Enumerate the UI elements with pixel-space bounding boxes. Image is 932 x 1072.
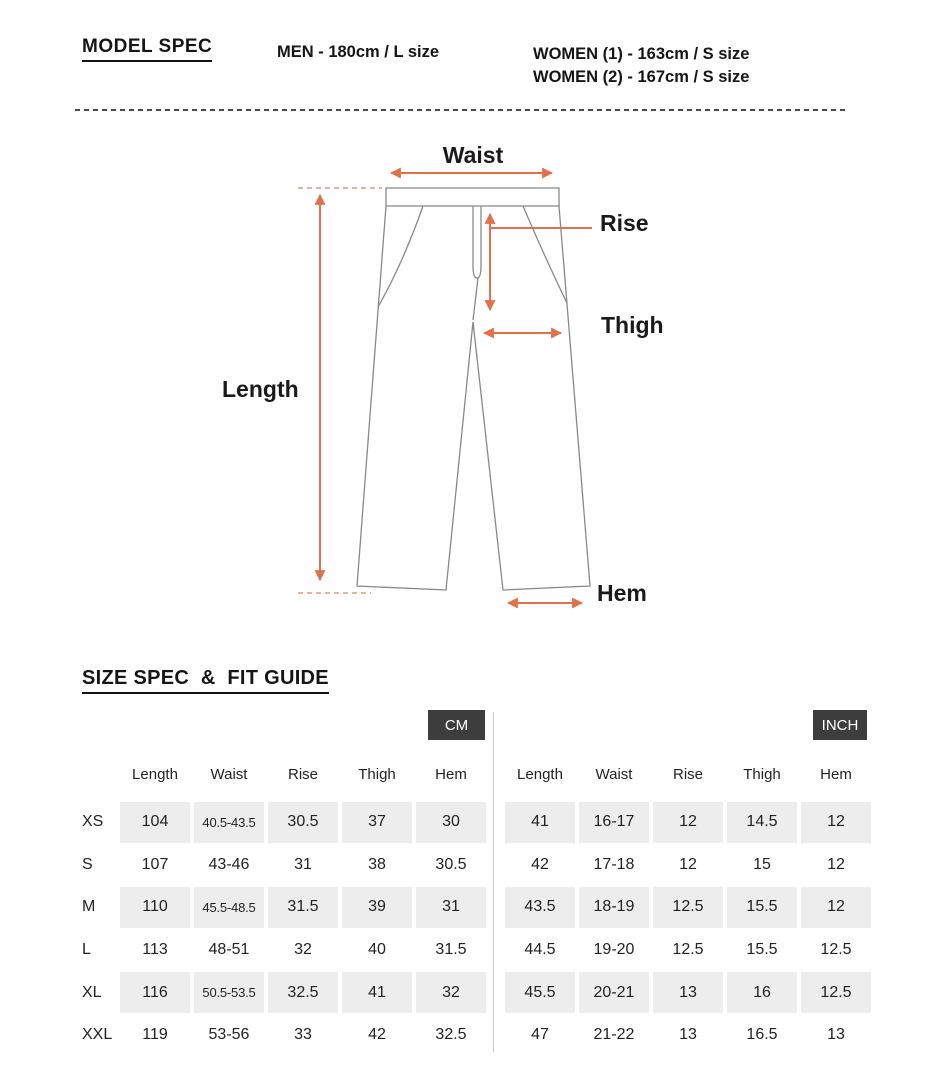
cm-cell: 48-51 [194, 929, 264, 972]
size-label: XS [82, 813, 104, 831]
inch-cell: 12.5 [653, 886, 723, 929]
thigh-label: Thigh [601, 312, 664, 338]
inch-cell: 13 [801, 1014, 871, 1057]
cm-cell: 32 [416, 971, 486, 1014]
model-spec-men: MEN - 180cm / L size [277, 43, 440, 61]
inch-cell: 12.5 [653, 929, 723, 972]
cm-cell: 40.5-43.5 [194, 801, 264, 844]
fly-seam [473, 206, 481, 278]
inch-cell: 12 [801, 886, 871, 929]
inch-cell: 17-18 [579, 844, 649, 887]
inch-cell: 45.5 [505, 971, 575, 1014]
cm-cell: 32 [268, 929, 338, 972]
cm-cell: 116 [120, 971, 190, 1014]
inch-cell: 12.5 [801, 971, 871, 1014]
cm-cell: 33 [268, 1014, 338, 1057]
cm-column-header: Rise [287, 765, 318, 783]
right-leg [473, 206, 590, 590]
cm-column-header: Thigh [358, 765, 396, 783]
inch-cell: 47 [505, 1014, 575, 1057]
size-label: XXL [82, 1026, 113, 1044]
inch-cell: 41 [505, 801, 575, 844]
inch-cell: 12.5 [801, 929, 871, 972]
cm-cell: 31.5 [268, 886, 338, 929]
cm-cell: 53-56 [194, 1014, 264, 1057]
inch-size-table [505, 755, 871, 1057]
cm-cell: 104 [120, 801, 190, 844]
length-label: Length [222, 376, 299, 402]
table-divider [493, 712, 494, 1052]
inch-column-header: Thigh [743, 765, 781, 783]
cm-cell: 41 [342, 971, 412, 1014]
inch-cell: 12 [653, 844, 723, 887]
cm-cell: 30.5 [268, 801, 338, 844]
cm-cell: 40 [342, 929, 412, 972]
cm-cell: 32.5 [268, 971, 338, 1014]
dashed-divider [75, 109, 848, 111]
inch-cell: 15.5 [727, 886, 797, 929]
left-pocket-seam [378, 206, 423, 307]
cm-cell: 31.5 [416, 929, 486, 972]
cm-unit-badge: CM [428, 710, 485, 740]
left-leg [357, 206, 473, 590]
model-spec-title: MODEL SPEC [82, 36, 212, 62]
right-pocket-seam [523, 206, 567, 303]
cm-cell: 43-46 [194, 844, 264, 887]
cm-cell: 39 [342, 886, 412, 929]
inch-cell: 42 [505, 844, 575, 887]
cm-cell: 50.5-53.5 [194, 971, 264, 1014]
inch-column-header: Hem [820, 765, 852, 783]
cm-cell: 38 [342, 844, 412, 887]
inch-cell: 20-21 [579, 971, 649, 1014]
rise-label: Rise [600, 210, 649, 236]
cm-cell: 30.5 [416, 844, 486, 887]
inch-cell: 12 [801, 801, 871, 844]
cm-cell: 37 [342, 801, 412, 844]
cm-column-header: Waist [210, 765, 248, 783]
cm-cell: 110 [120, 886, 190, 929]
cm-column-header: Hem [435, 765, 467, 783]
inch-cell: 19-20 [579, 929, 649, 972]
inch-cell: 12 [801, 844, 871, 887]
inch-unit-badge: INCH [813, 710, 867, 740]
waistband [386, 188, 559, 206]
inch-cell: 21-22 [579, 1014, 649, 1057]
cm-corner [80, 755, 116, 801]
cm-column-header: Length [132, 765, 178, 783]
inch-cell: 13 [653, 1014, 723, 1057]
inch-cell: 14.5 [727, 801, 797, 844]
inch-cell: 44.5 [505, 929, 575, 972]
cm-cell: 32.5 [416, 1014, 486, 1057]
inch-cell: 16.5 [727, 1014, 797, 1057]
model-spec-women-2: WOMEN (2) - 167cm / S size [533, 68, 750, 86]
inch-cell: 15 [727, 844, 797, 887]
model-spec-women [533, 43, 749, 89]
cm-size-table [80, 755, 486, 1057]
inch-cell: 13 [653, 971, 723, 1014]
cm-cell: 119 [120, 1014, 190, 1057]
inch-cell: 16-17 [579, 801, 649, 844]
cm-cell: 107 [120, 844, 190, 887]
size-spec-title: SIZE SPEC & FIT GUIDE [82, 667, 329, 694]
cm-cell: 31 [416, 886, 486, 929]
inch-cell: 12 [653, 801, 723, 844]
cm-cell: 31 [268, 844, 338, 887]
inch-column-header: Rise [672, 765, 703, 783]
waist-label: Waist [442, 142, 504, 168]
inch-cell: 15.5 [727, 929, 797, 972]
inch-column-header: Waist [595, 765, 633, 783]
cm-cell: 42 [342, 1014, 412, 1057]
size-label: M [82, 898, 96, 916]
inch-column-header: Length [517, 765, 563, 783]
inch-cell: 43.5 [505, 886, 575, 929]
crotch-seam [473, 278, 478, 320]
cm-cell: 30 [416, 801, 486, 844]
hem-label: Hem [597, 580, 647, 606]
inch-cell: 16 [727, 971, 797, 1014]
inch-cell: 18-19 [579, 886, 649, 929]
cm-cell: 45.5-48.5 [194, 886, 264, 929]
model-spec-women-1: WOMEN (1) - 163cm / S size [533, 45, 750, 63]
pants-outline [357, 188, 590, 590]
size-label: L [82, 941, 91, 959]
cm-cell: 113 [120, 929, 190, 972]
size-label: S [82, 855, 93, 873]
size-label: XL [82, 983, 102, 1001]
